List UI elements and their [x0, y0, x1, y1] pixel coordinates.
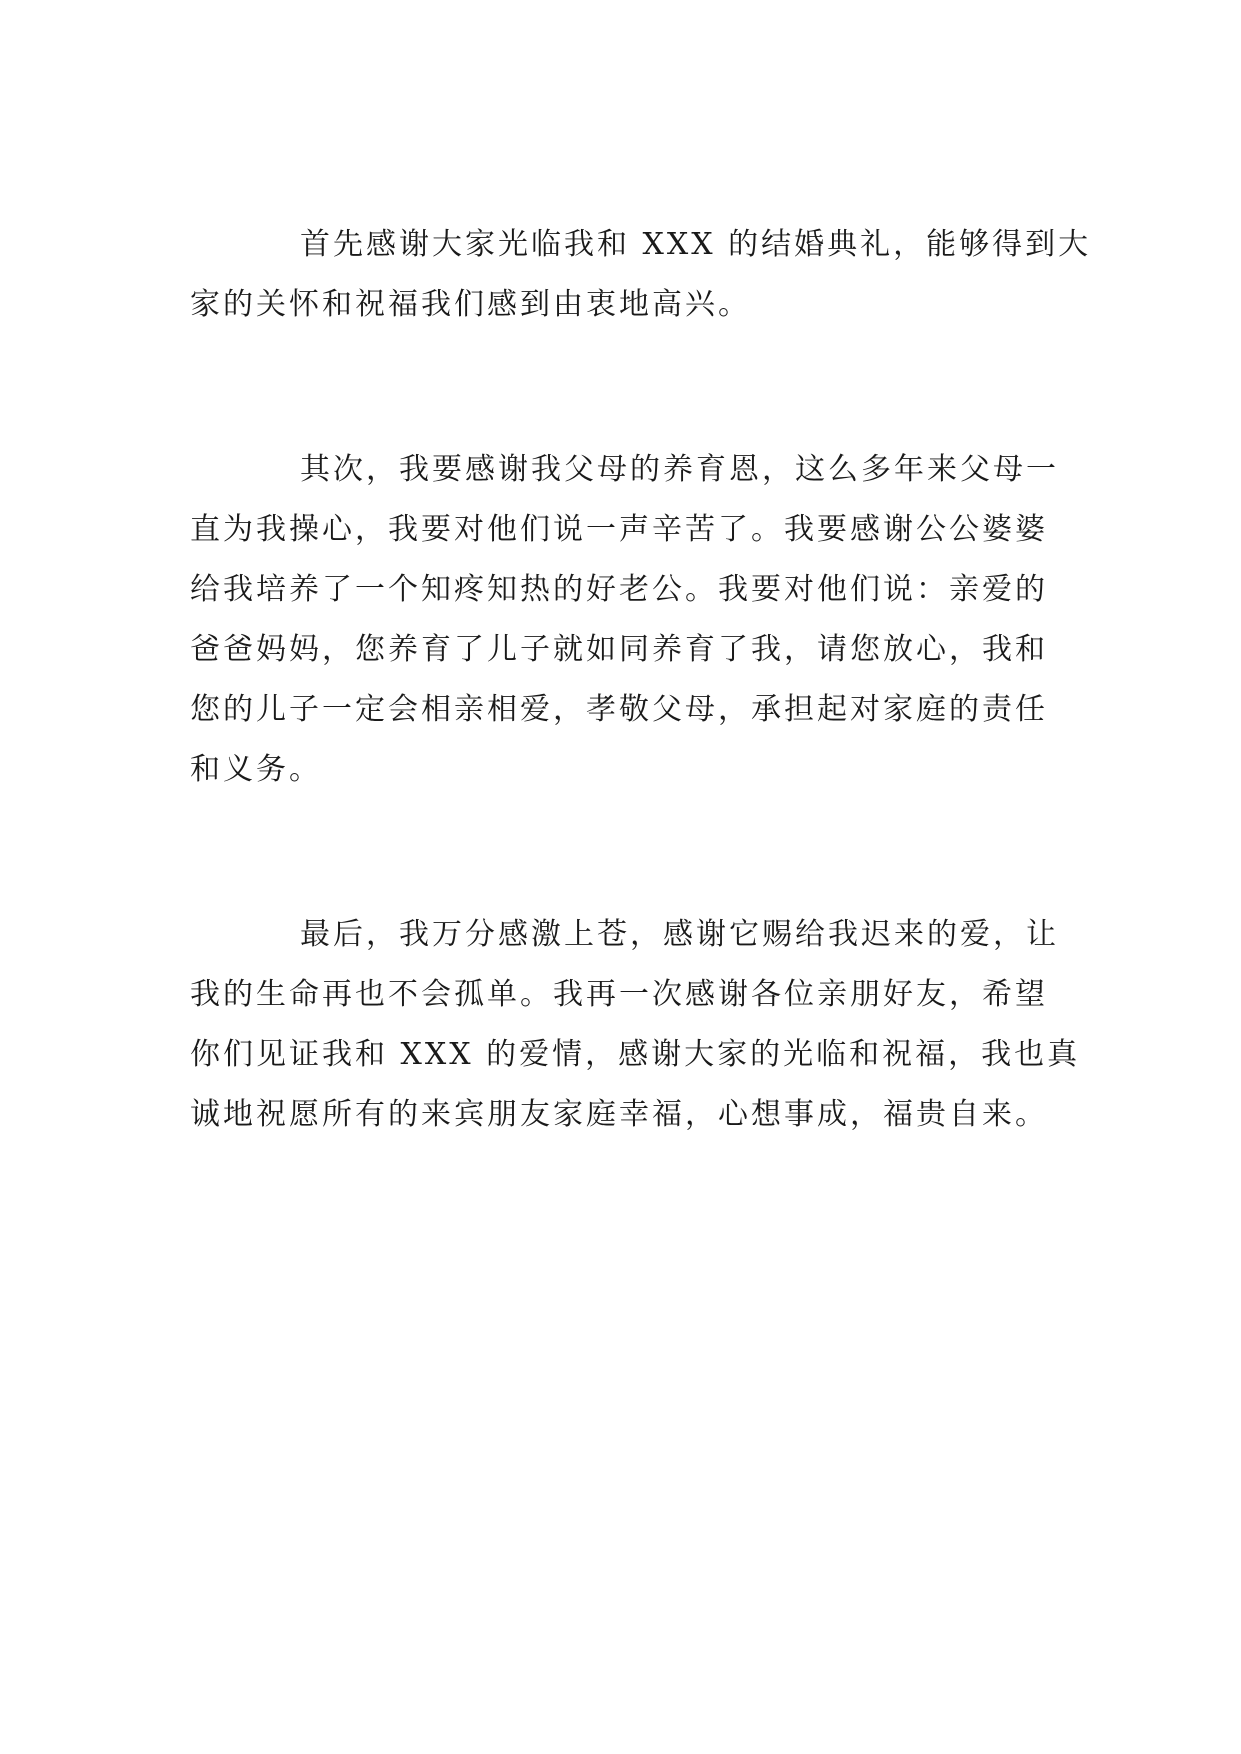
- paragraph-line: 我的生命再也不会孤单。我再一次感谢各位亲朋好友，希望: [190, 977, 1048, 1012]
- paragraph-line: 您的儿子一定会相亲相爱，孝敬父母，承担起对家庭的责任: [190, 692, 1048, 727]
- paragraph-line: 和义务。: [190, 752, 322, 787]
- paragraph-line: 首先感谢大家光临我和 XXX 的结婚典礼，能够得到大: [300, 227, 1092, 262]
- paragraph-line: 诚地祝愿所有的来宾朋友家庭幸福，心想事成，福贵自来。: [190, 1097, 1048, 1132]
- paragraph-line: 其次，我要感谢我父母的养育恩，这么多年来父母一: [300, 452, 1059, 487]
- paragraph-line: 爸爸妈妈，您养育了儿子就如同养育了我，请您放心，我和: [190, 632, 1048, 667]
- paragraph-2: [190, 440, 1070, 800]
- paragraph-line: 直为我操心，我要对他们说一声辛苦了。我要感谢公公婆婆: [190, 512, 1048, 547]
- paragraph-3: [190, 905, 1081, 1145]
- paragraph-1: [190, 215, 1092, 335]
- paragraph-line: 给我培养了一个知疼知热的好老公。我要对他们说：亲爱的: [190, 572, 1048, 607]
- paragraph-line: 家的关怀和祝福我们感到由衷地高兴。: [190, 287, 751, 322]
- paragraph-line: 最后，我万分感激上苍，感谢它赐给我迟来的爱，让: [300, 917, 1059, 952]
- paragraph-line: 你们见证我和 XXX 的爱情，感谢大家的光临和祝福，我也真: [190, 1037, 1081, 1072]
